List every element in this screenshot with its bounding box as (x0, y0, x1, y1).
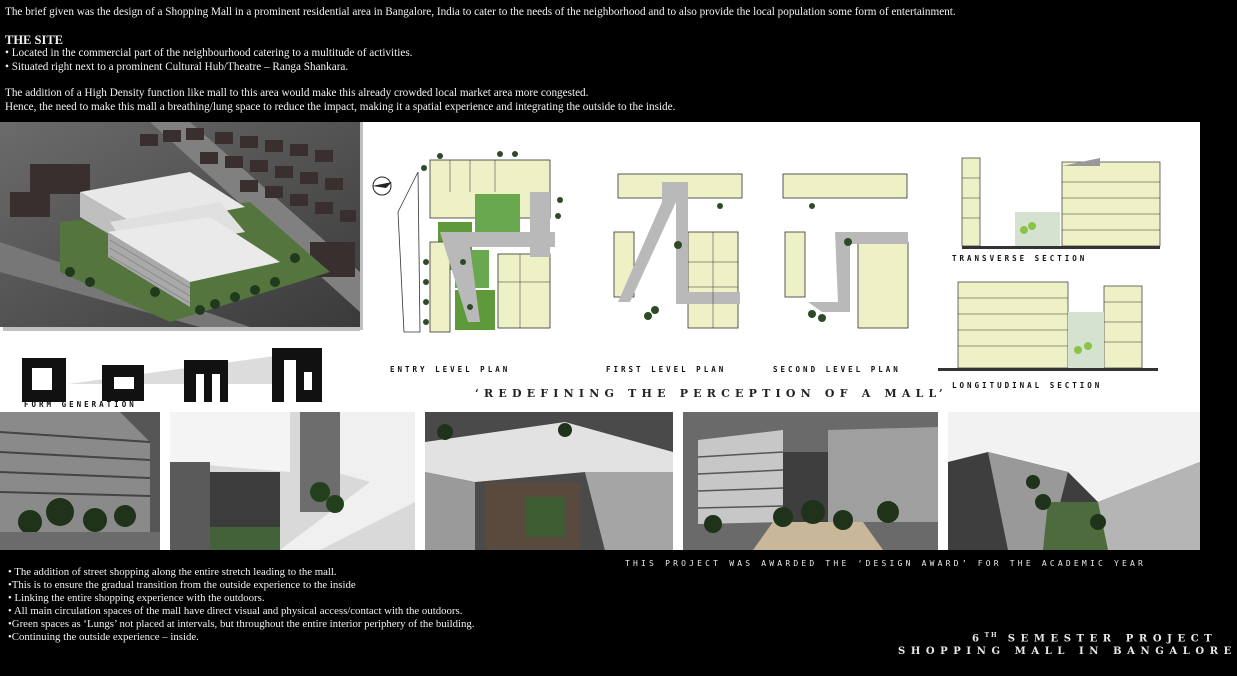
render-photo-1 (0, 412, 160, 550)
intro-band (0, 0, 1200, 122)
form-generation-diagram (22, 348, 322, 402)
first-level-plan-drawing (614, 174, 742, 328)
project-semester (972, 632, 1217, 644)
drawing-board (0, 122, 1200, 412)
bottom-point: • All main circulation spaces of the mall have direct visual and physical access/contact with the outdoors. (8, 605, 463, 617)
site-point: • Located in the commercial part of the neighbourhood catering to a multitude of activities. (5, 47, 413, 59)
project-title: SHOPPING MALL IN BANGALORE (898, 646, 1237, 657)
bottom-point: • The addition of street shopping along the entire stretch leading to the mall. (8, 566, 337, 578)
bottom-point: •Green spaces as ‘Lungs’ not placed at intervals, but throughout the entire interior periphery of the building. (8, 618, 475, 630)
site-render-image (0, 122, 363, 331)
north-arrow-icon (372, 177, 392, 195)
site-point: • Situated right next to a prominent Cultural Hub/Theatre – Ranga Shankara. (5, 61, 349, 73)
longitudinal-section-caption: LONGITUDINAL SECTION (952, 381, 1103, 390)
second-level-plan-caption: SECOND LEVEL PLAN (773, 365, 901, 374)
render-photo-3 (425, 412, 673, 550)
semester-number: 6 (972, 633, 985, 645)
transverse-section-drawing (962, 158, 1160, 249)
first-level-plan-caption: FIRST LEVEL PLAN (606, 365, 727, 374)
intro-text: The brief given was the design of a Shopping Mall in a prominent residential area in Bangalore, India to cater to the needs of the neighborhood and to also provide the local population some form of entertainment. (5, 6, 956, 18)
site-heading: THE SITE (5, 33, 64, 47)
form-generation-caption: FORM GENERATION (24, 400, 137, 409)
tagline: ‘REDEFINING THE PERCEPTION OF A MALL’ (475, 387, 948, 400)
render-photo-strip (0, 412, 1200, 550)
site-paragraph: Hence, the need to make this mall a breathing/lung space to reduce the impact, making it a spatial experience and integrating the outside to the inside. (5, 101, 676, 113)
render-photo-2 (170, 412, 415, 550)
award-note: THIS PROJECT WAS AWARDED THE ‘DESIGN AWARD’ FOR THE ACADEMIC YEAR (625, 559, 1147, 568)
second-level-plan-drawing (783, 174, 908, 328)
transverse-section-caption: TRANSVERSE SECTION (952, 254, 1088, 263)
bottom-point: •This is to ensure the gradual transition from the outside experience to the inside (8, 579, 356, 591)
entry-level-plan-drawing (398, 151, 563, 332)
bottom-point: •Continuing the outside experience – inside. (8, 631, 199, 643)
semester-suffix: TH (984, 632, 999, 639)
bottom-band (0, 550, 1237, 676)
semester-label: SEMESTER PROJECT (998, 633, 1218, 645)
bottom-point: • Linking the entire shopping experience with the outdoors. (8, 592, 265, 604)
site-paragraph: The addition of a High Density function like mall to this area would make this already crowded local market area more congested. (5, 87, 589, 99)
render-photo-5 (948, 412, 1200, 550)
entry-level-plan-caption: ENTRY LEVEL PLAN (390, 365, 511, 374)
render-photo-4 (683, 412, 938, 550)
longitudinal-section-drawing (938, 282, 1158, 371)
